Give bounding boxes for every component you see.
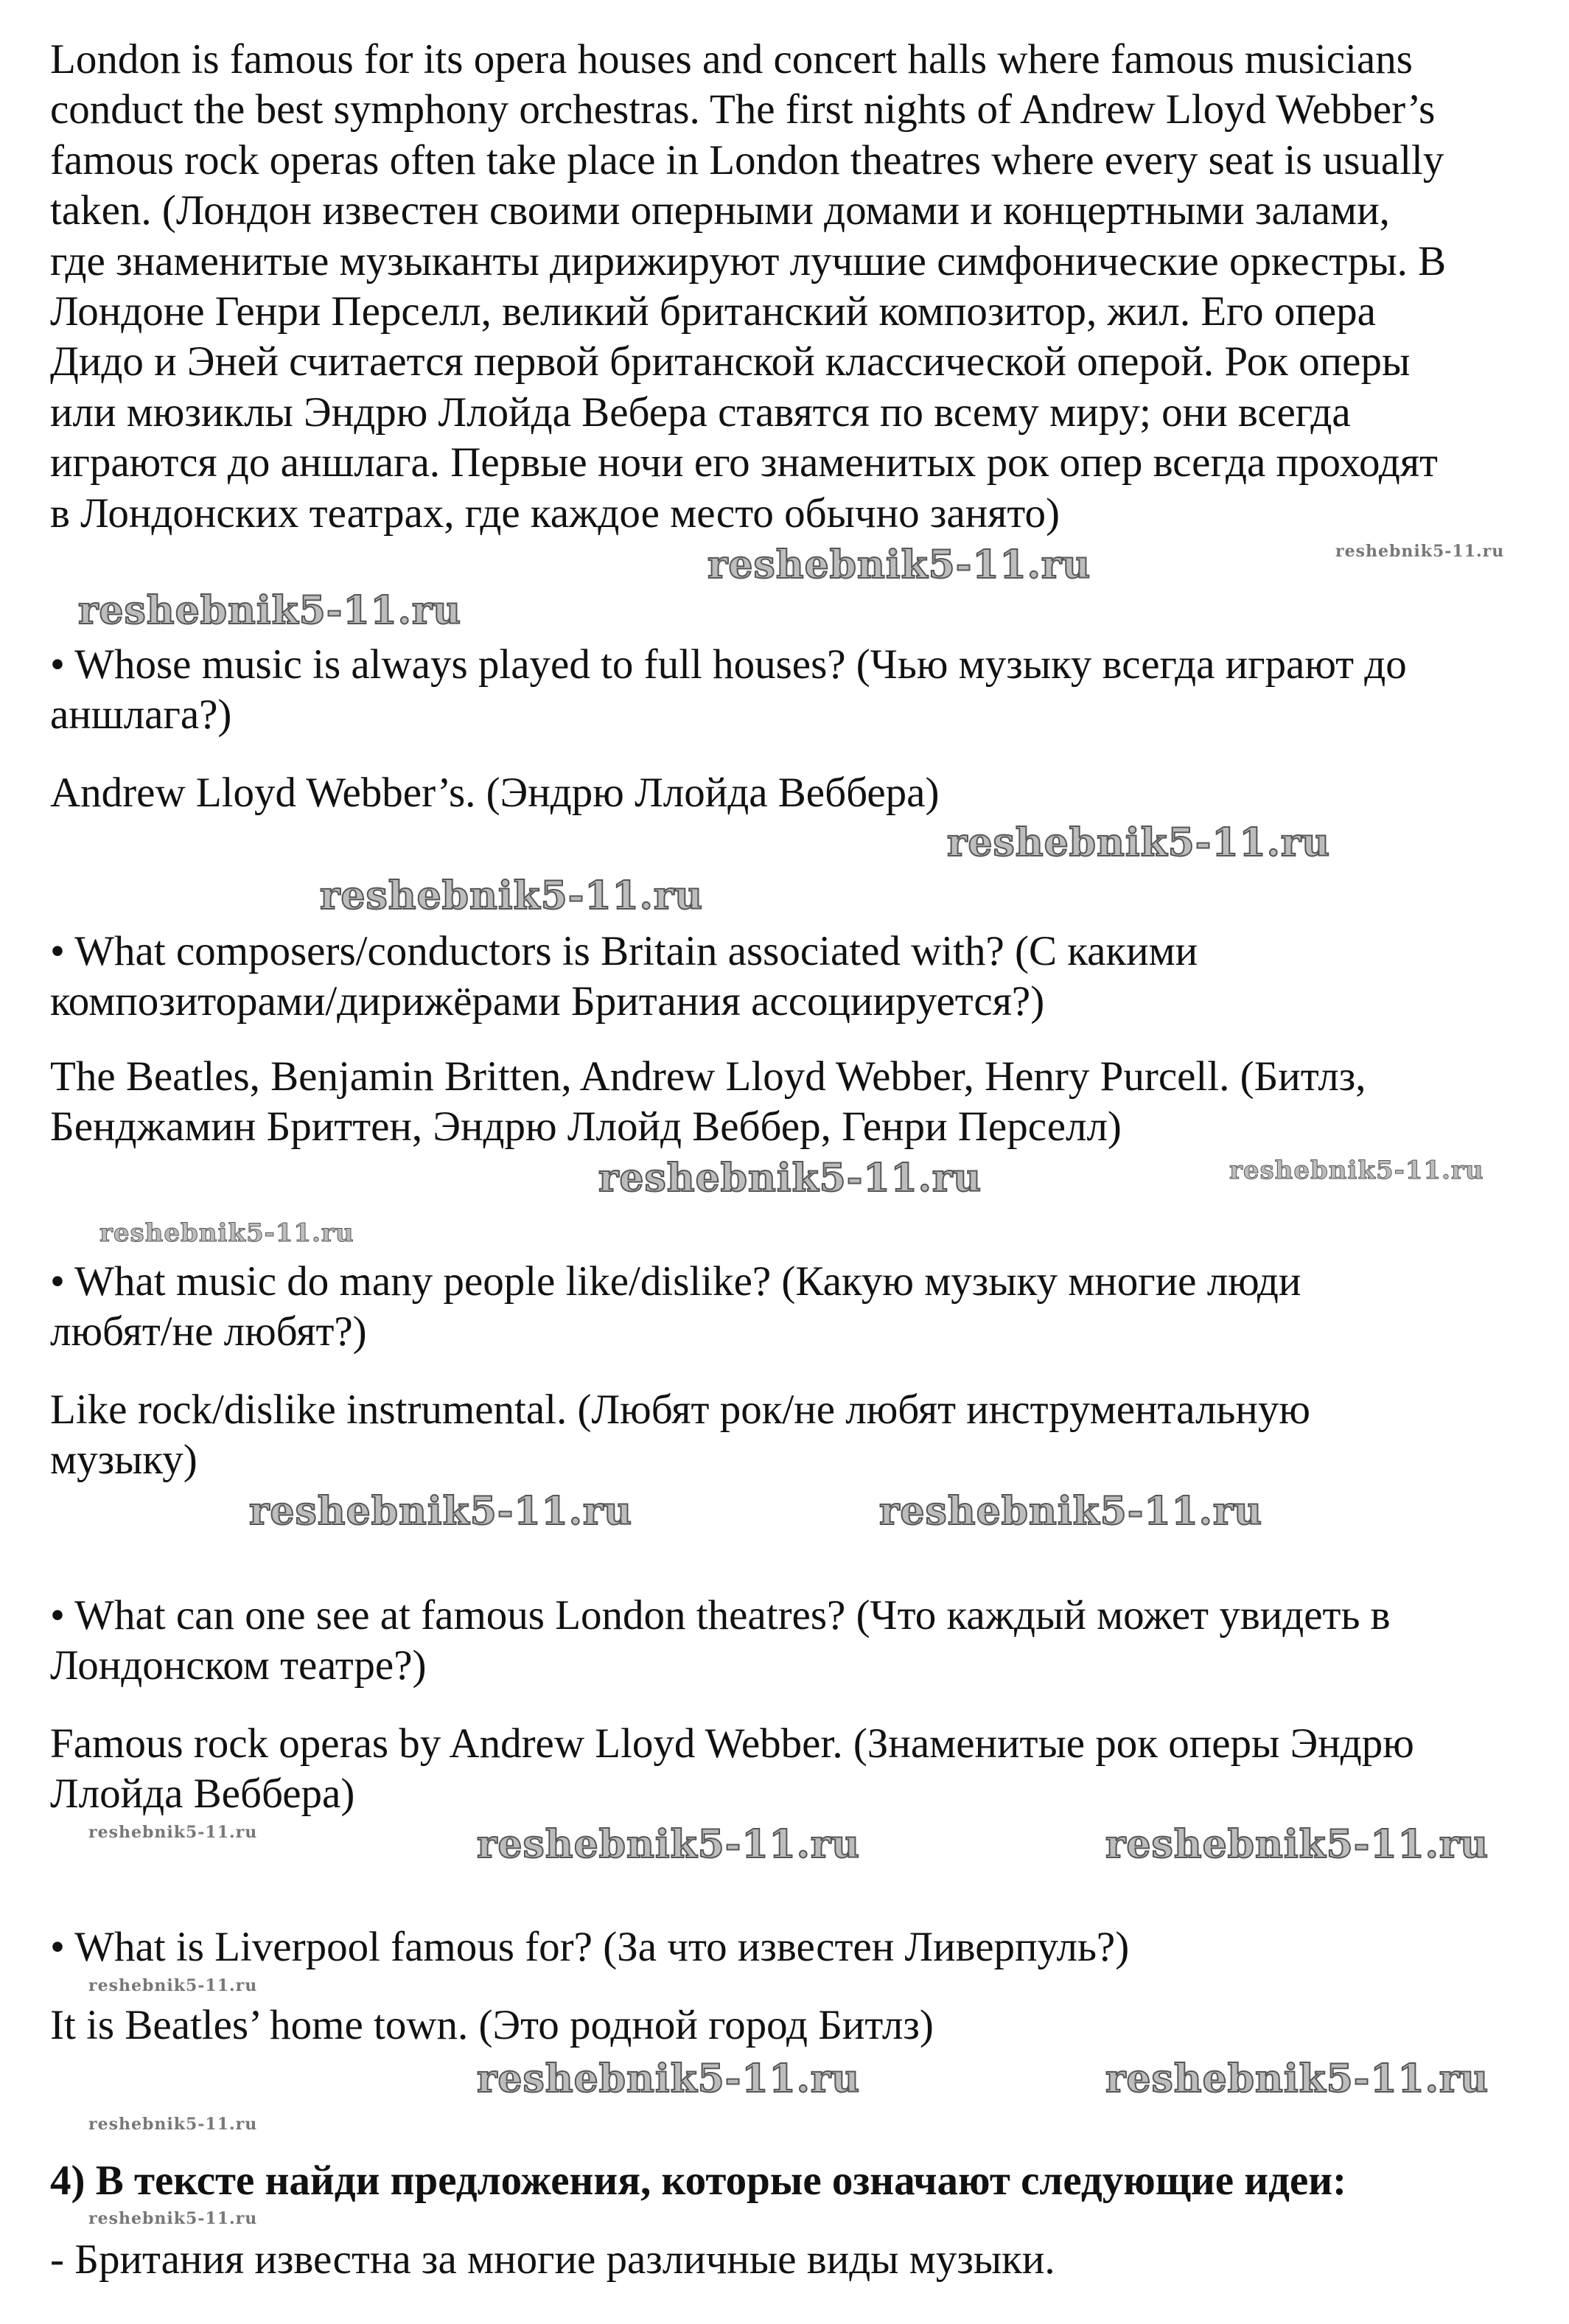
watermark: reshebnik5-11.ru xyxy=(320,873,704,918)
text-line: • What is Liverpool famous for? (За что известен Ливерпуль?) xyxy=(50,1924,1130,1970)
answer-4 xyxy=(50,1719,1554,1820)
text-line: • What music do many people like/dislike? (Какую музыку многие люди xyxy=(50,1258,1301,1305)
text-line: где знаменитые музыканты дирижируют лучшие симфонические оркестры. В xyxy=(50,237,1447,285)
text-line: или мюзиклы Эндрю Ллойда Вебера ставятся по всему миру; они всегда xyxy=(50,388,1351,436)
task-item xyxy=(50,2235,1554,2285)
text-line: музыку) xyxy=(50,1437,198,1484)
text-line: The Beatles, Benjamin Britten, Andrew Lloyd Webber, Henry Purcell. (Битлз, xyxy=(50,1053,1366,1100)
text-line: famous rock operas often take place in London theatres where every seat is usually xyxy=(50,136,1444,184)
watermark: reshebnik5-11.ru xyxy=(99,1218,354,1248)
text-line: Бенджамин Бриттен, Эндрю Ллойд Веббер, Генри Перселл) xyxy=(50,1103,1122,1151)
question-5 xyxy=(50,1922,1554,1972)
intro-paragraph xyxy=(50,35,1554,539)
text-line: • Whose music is always played to full houses? (Чью музыку всегда играют до xyxy=(50,641,1407,688)
text-line: conduct the best symphony orchestras. The first nights of Andrew Lloyd Webber’s xyxy=(50,86,1436,133)
watermark: reshebnik5-11.ru xyxy=(88,2115,258,2134)
watermark: reshebnik5-11.ru xyxy=(78,588,462,633)
watermark: reshebnik5-11.ru xyxy=(477,1822,861,1867)
watermark: reshebnik5-11.ru xyxy=(598,1156,982,1201)
text-line: Andrew Lloyd Webber’s. (Эндрю Ллойда Веббера) xyxy=(50,770,940,816)
text-line: Лондоне Генри Перселл, великий британский композитор, жил. Его опера xyxy=(50,288,1376,335)
text-line: любят/не любят?) xyxy=(50,1308,367,1355)
watermark: reshebnik5-11.ru xyxy=(1335,542,1505,561)
watermark: reshebnik5-11.ru xyxy=(947,820,1331,865)
watermark: reshebnik5-11.ru xyxy=(1229,1156,1484,1185)
question-1 xyxy=(50,640,1554,741)
watermark: reshebnik5-11.ru xyxy=(88,2209,258,2228)
text-line: Ллойда Веббера) xyxy=(50,1770,355,1818)
watermark: reshebnik5-11.ru xyxy=(88,1976,258,1995)
question-4 xyxy=(50,1591,1554,1692)
watermark: reshebnik5-11.ru xyxy=(249,1489,633,1534)
answer-2 xyxy=(50,1052,1554,1153)
text-line: композиторами/дирижёрами Британия ассоциируется?) xyxy=(50,978,1045,1025)
answer-3 xyxy=(50,1385,1554,1486)
text-line: London is famous for its opera houses and concert halls where famous musicians xyxy=(50,36,1413,83)
answer-5 xyxy=(50,2000,1554,2051)
text-line: • What can one see at famous London theatres? (Что каждый может увидеть в xyxy=(50,1592,1391,1639)
watermark: reshebnik5-11.ru xyxy=(477,2056,861,2101)
text-line: It is Beatles’ home town. (Это родной город Битлз) xyxy=(50,2002,934,2048)
text-line: Лондонском театре?) xyxy=(50,1642,427,1689)
text-line: Like rock/dislike instrumental. (Любят рок/не любят инструментальную xyxy=(50,1386,1310,1433)
task-heading xyxy=(50,2156,1554,2206)
text-line: • What composers/conductors is Britain associated with? (С какими xyxy=(50,928,1198,974)
question-3 xyxy=(50,1257,1554,1358)
text-line: Famous rock operas by Andrew Lloyd Webber. (Знаменитые рок оперы Эндрю xyxy=(50,1720,1414,1767)
text-line: аншлага?) xyxy=(50,691,232,739)
watermark: reshebnik5-11.ru xyxy=(1105,1822,1489,1867)
text-line: Дидо и Эней считается первой британской классической оперой. Рок оперы xyxy=(50,338,1411,385)
watermark: reshebnik5-11.ru xyxy=(707,542,1091,587)
watermark: reshebnik5-11.ru xyxy=(879,1489,1263,1534)
text-line: в Лондонских театрах, где каждое место обычно занято) xyxy=(50,489,1060,537)
text-line: - Британия известна за многие различные виды музыки. xyxy=(50,2236,1055,2283)
text-line: taken. (Лондон известен своими оперными домами и концертными залами, xyxy=(50,187,1390,234)
text-line: играются до аншлага. Первые ночи его знаменитых рок опер всегда проходят xyxy=(50,439,1438,486)
watermark: reshebnik5-11.ru xyxy=(88,1823,258,1842)
question-2 xyxy=(50,927,1554,1027)
watermark: reshebnik5-11.ru xyxy=(1105,2056,1489,2101)
answer-1 xyxy=(50,768,1554,818)
heading-text: 4) В тексте найди предложения, которые означают следующие идеи: xyxy=(50,2157,1347,2204)
